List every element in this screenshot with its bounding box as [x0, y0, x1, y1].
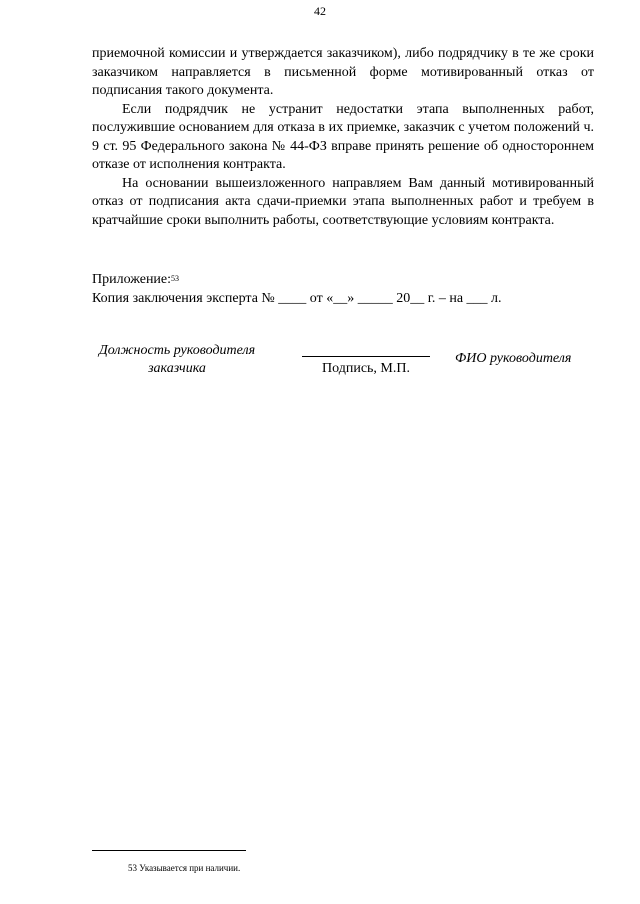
annex-line: Копия заключения эксперта № ____ от «__» _____ 20__ г. – на ___ л. — [92, 291, 502, 306]
paragraph-contractor-defects: Если подрядчик не устранит недостатки этапа выполненных работ, послужившие основанием для отказа в их приемке, заказчик с учетом положений ч. 9 ст. 95 Федерального закона № 44-ФЗ вправе принять решение об одностороннем отказе от исполнения контракта. — [92, 101, 594, 172]
footnote-reference: 53 — [171, 274, 180, 283]
signatory-name: ФИО руководителя — [455, 351, 572, 366]
annex-heading — [92, 270, 594, 289]
signature-line — [302, 356, 430, 357]
annex-block — [92, 270, 594, 308]
page-number: 42 — [314, 4, 326, 18]
annex-label: Приложение: — [92, 272, 172, 287]
signature-label: Подпись, М.П. — [322, 361, 410, 376]
document-body — [92, 45, 594, 230]
footnote: 53 Указывается при наличии. — [128, 863, 241, 873]
paragraph-refusal-notice: На основании вышеизложенного направляем Вам данный мотивированный отказ от подписания акта сдачи-приемки этапа выполненных работ и требуем в кратчайшие сроки выполнить работы, соответствующие условиям контракта. — [92, 175, 594, 228]
paragraph-continuation: приемочной комиссии и утверждается заказчиком), либо подрядчику в те же сроки заказчиком направляется в письменной форме мотивированный отказ от подписания такого документа. — [92, 46, 594, 98]
signatory-position: Должность руководителя заказчика — [98, 343, 256, 376]
footnote-separator — [92, 850, 246, 851]
